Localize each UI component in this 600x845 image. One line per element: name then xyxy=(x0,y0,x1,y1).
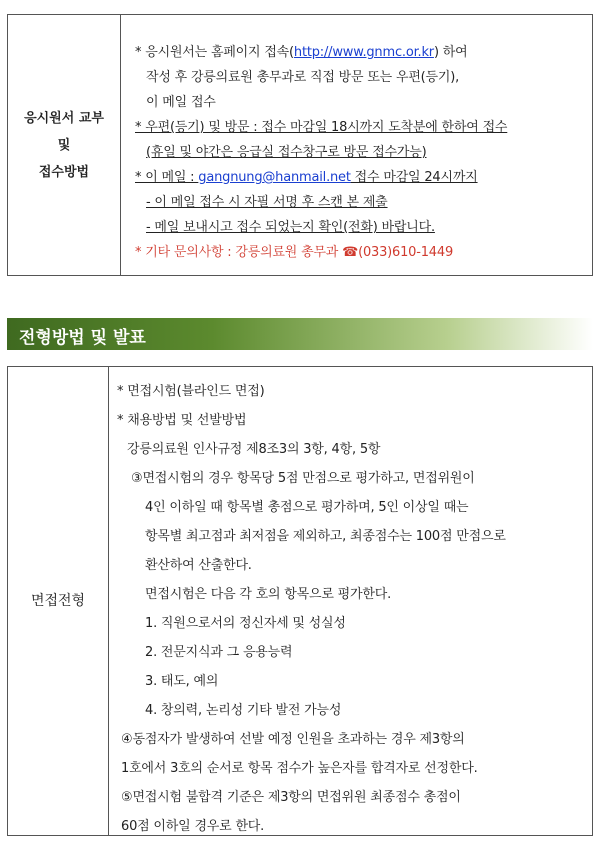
section-title: 전형방법 및 발표 xyxy=(19,328,146,348)
interview-table xyxy=(7,366,593,836)
application-line-4: * 우편(등기) 및 방문 : 접수 마감일 18시까지 도착분에 한하여 접수 xyxy=(135,120,508,135)
application-line-6-text: * 이 메일 : xyxy=(135,170,199,185)
interview-line-8: 면접시험은 다음 각 호의 항목으로 평가한다. xyxy=(145,587,392,602)
interview-line-2: * 채용방법 및 선발방법 xyxy=(117,413,247,428)
application-line-6 xyxy=(135,166,478,185)
application-line-7: - 이 메일 접수 시 자필 서명 후 스캔 본 제출 xyxy=(146,195,388,210)
interview-line-15: ⑤면접시험 불합격 기준은 제3항의 면접위원 최종점수 총점이 xyxy=(121,790,461,805)
interview-line-16: 60점 이하일 경우로 한다. xyxy=(121,819,265,834)
interview-line-3: 강릉의료원 인사규정 제8조3의 3항, 4항, 5항 xyxy=(127,442,381,457)
interview-line-4: ③면접시험의 경우 항목당 5점 만점으로 평가하고, 면접위원이 xyxy=(131,471,475,486)
interview-label: 면접전형 xyxy=(30,592,86,609)
interview-line-13: ④동점자가 발생하여 선발 예정 인원을 초과하는 경우 제3항의 xyxy=(121,732,465,747)
homepage-link[interactable]: http://www.gnmc.or.kr xyxy=(293,45,434,60)
interview-item-3: 3. 태도, 예의 xyxy=(145,674,219,689)
interview-label-cell xyxy=(8,367,109,835)
application-label-cell xyxy=(8,15,121,275)
application-table xyxy=(7,14,593,276)
application-line-5: (휴일 및 야간은 응급실 접수창구로 방문 접수가능) xyxy=(146,145,427,160)
application-line-1-text: * 응시원서는 홈페이지 접속( xyxy=(135,45,294,60)
interview-item-2: 2. 전문지식과 그 응용능력 xyxy=(145,645,293,660)
application-line-6-tail: 접수 마감일 24시까지 xyxy=(350,170,478,185)
application-line-2: 작성 후 강릉의료원 총무과로 직접 방문 또는 우편(등기), xyxy=(146,70,460,85)
email-link[interactable]: gangnung@hanmail.net xyxy=(198,170,351,185)
contact-info-line: * 기타 문의사항 : 강릉의료원 총무과 ☎(033)610-1449 xyxy=(135,245,454,260)
interview-line-14: 1호에서 3호의 순서로 항목 점수가 높은자를 합격자로 선정한다. xyxy=(121,761,478,776)
application-line-8: - 메일 보내시고 접수 되었는지 확인(전화) 바랍니다. xyxy=(146,220,435,235)
interview-line-1: * 면접시험(블라인드 면접) xyxy=(117,384,265,399)
interview-item-1: 1. 직원으로서의 정신자세 및 성실성 xyxy=(145,616,346,631)
interview-line-6: 항목별 최고점과 최저점을 제외하고, 최종점수는 100점 만점으로 xyxy=(145,529,506,544)
application-label-line2: 및 xyxy=(57,137,71,153)
section-header-bar xyxy=(7,318,593,350)
application-label-line3: 접수방법 xyxy=(38,164,90,180)
interview-line-7: 환산하여 산출한다. xyxy=(145,558,252,573)
application-line-1 xyxy=(135,41,467,60)
application-line-1-tail: ) 하여 xyxy=(433,45,468,60)
interview-content-cell xyxy=(109,367,592,835)
application-line-3: 이 메일 접수 xyxy=(146,95,216,110)
application-content-cell xyxy=(121,15,592,275)
application-label-line1: 응시원서 교부 xyxy=(24,110,104,126)
interview-line-5: 4인 이하일 때 항목별 총점으로 평가하며, 5인 이상일 때는 xyxy=(145,500,469,515)
interview-item-4: 4. 창의력, 논리성 기타 발전 가능성 xyxy=(145,703,342,718)
